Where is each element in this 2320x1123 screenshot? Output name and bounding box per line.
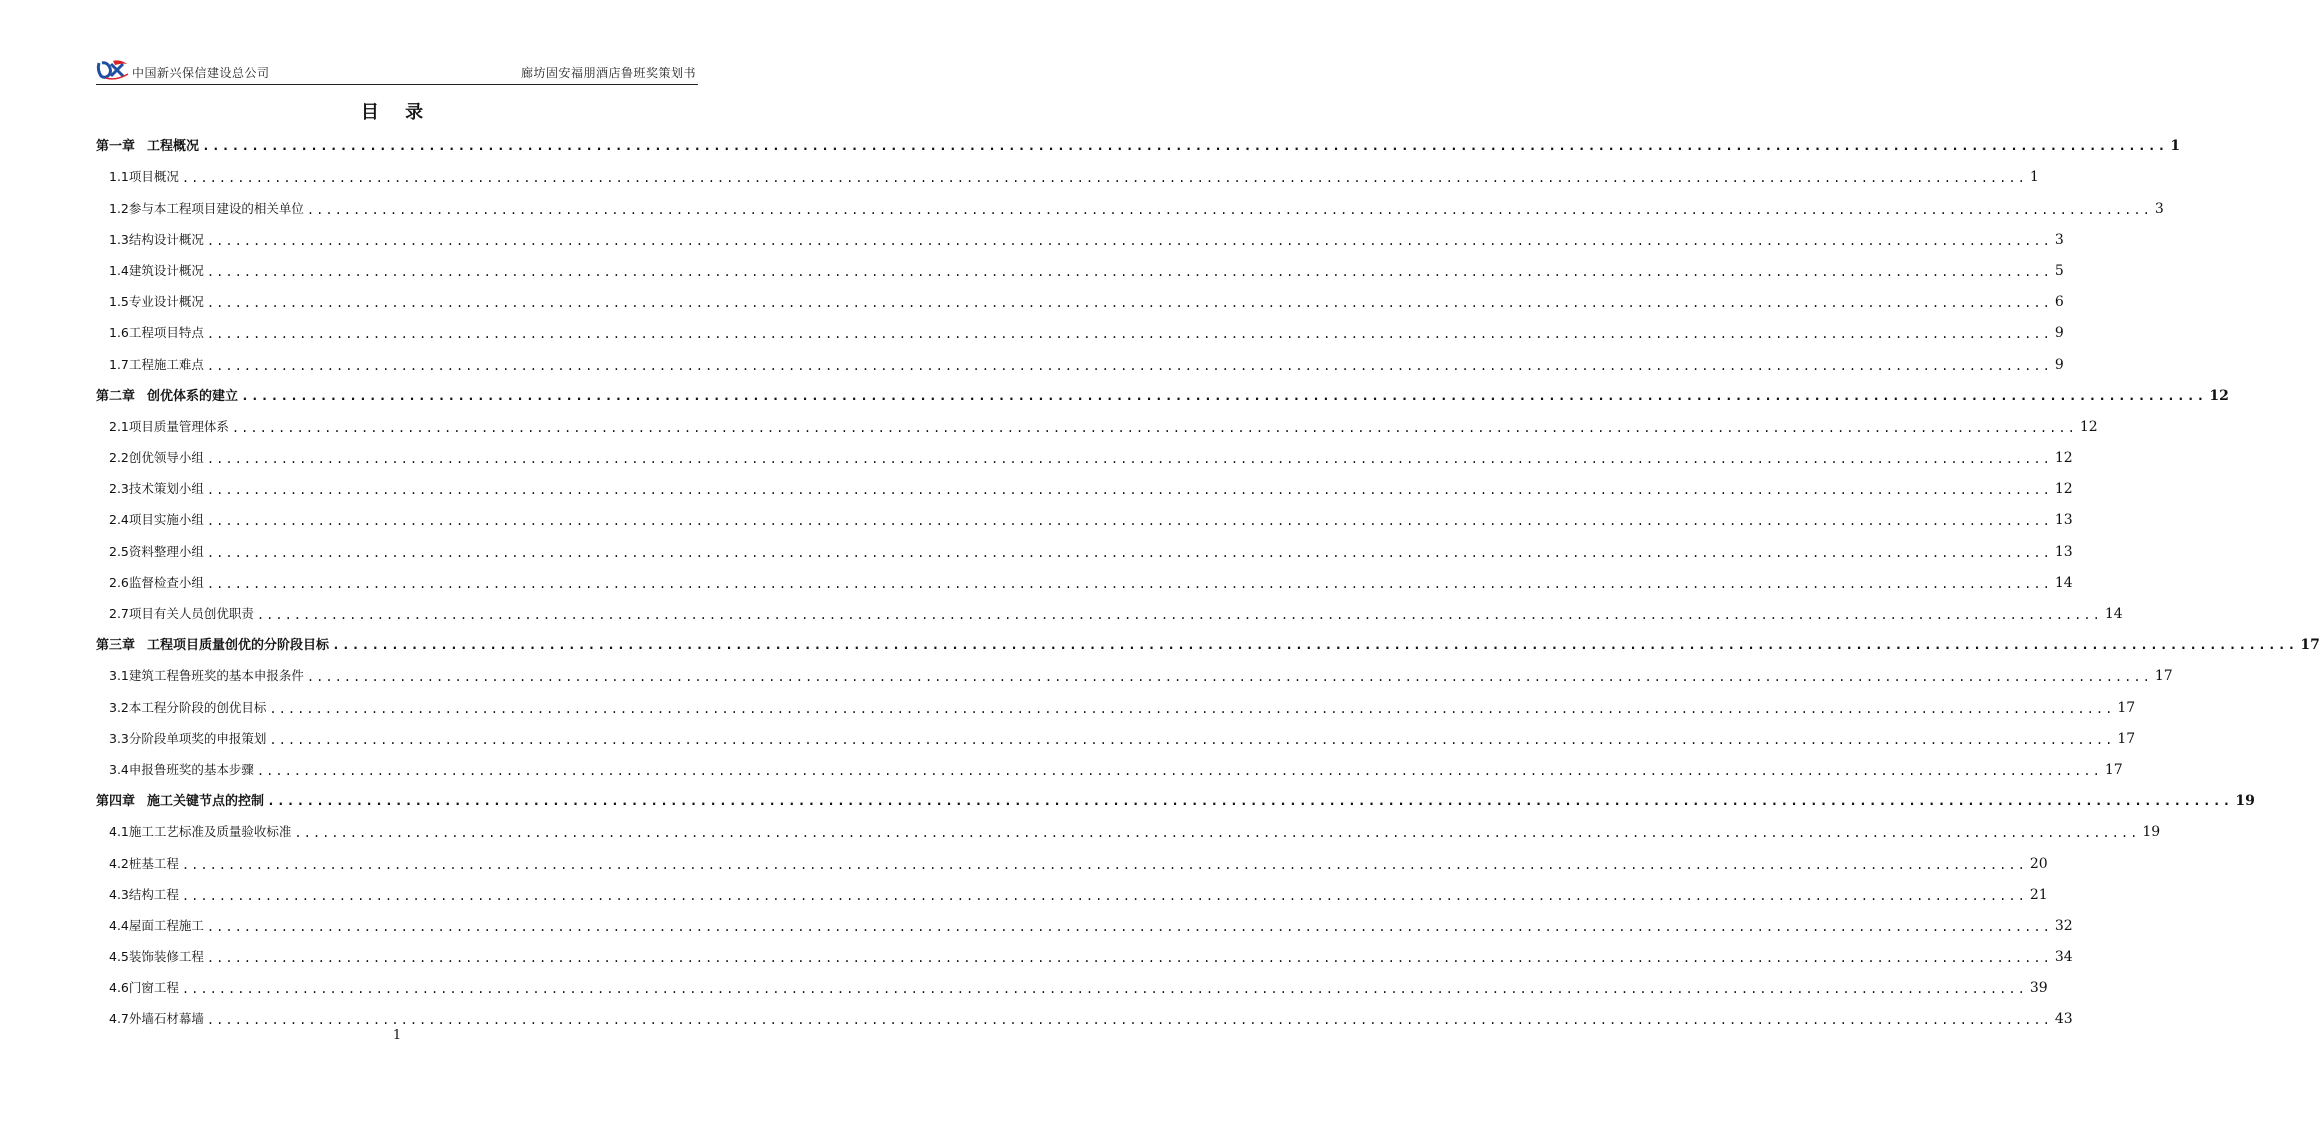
toc-leader-dots: ........................................................................................................................................................................................................ xyxy=(206,358,2052,373)
toc-leader-dots: ........................................................................................................................................................................................................ xyxy=(267,794,2233,810)
chapter-title: 创优体系的建立 xyxy=(147,388,239,404)
toc-entry-label: 1.4建筑设计概况 xyxy=(109,262,204,278)
toc-entry-label xyxy=(96,790,264,809)
toc-leader-dots: ........................................................................................................................................................................................................ xyxy=(206,919,2052,934)
toc-section-entry[interactable] xyxy=(96,971,2048,1002)
company-logo-icon xyxy=(96,60,130,80)
toc-page-number: 14 xyxy=(2054,574,2073,591)
toc-leader-dots: ........................................................................................................................................................................................................ xyxy=(294,826,2140,841)
toc-section-entry[interactable] xyxy=(96,659,2173,690)
toc-section-entry[interactable] xyxy=(96,254,2064,285)
toc-leader-dots: ........................................................................................................................................................................................................ xyxy=(181,982,2027,997)
toc-entry-label: 2.6监督检查小组 xyxy=(109,574,204,590)
footer-page-number: 1 xyxy=(392,1028,402,1043)
chapter-number: 第四章 xyxy=(96,794,136,810)
toc-entry-label: 4.5装饰装修工程 xyxy=(109,949,204,965)
toc-entry-label xyxy=(96,385,238,404)
toc-leader-dots: ........................................................................................................................................................................................................ xyxy=(206,545,2052,560)
toc-entry-label: 2.7项目有关人员创优职责 xyxy=(109,606,254,621)
toc-leader-dots: ........................................................................................................................................................................................................ xyxy=(206,452,2052,467)
toc-section-entry[interactable] xyxy=(96,597,2123,628)
toc-section-entry[interactable] xyxy=(96,316,2064,347)
toc-leader-dots: ........................................................................................................................................................................................................ xyxy=(206,1013,2052,1028)
toc-page-number: 5 xyxy=(2054,262,2064,279)
chapter-title: 工程概况 xyxy=(147,139,200,155)
toc-leader-dots: ........................................................................................................................................................................................................ xyxy=(206,483,2052,498)
toc-chapter-entry[interactable] xyxy=(96,379,2229,410)
toc-page-number: 14 xyxy=(2104,606,2123,622)
toc-leader-dots: ........................................................................................................................................................................................................ xyxy=(269,732,2115,747)
toc-entry-label: 1.7工程施工难点 xyxy=(109,356,204,372)
toc-leader-dots: ........................................................................................................................................................................................................ xyxy=(181,888,2027,903)
toc-page-number: 9 xyxy=(2054,325,2064,342)
toc-heading: 目 录 xyxy=(360,102,434,123)
toc-page-number: 6 xyxy=(2054,294,2064,311)
toc-page-number: 13 xyxy=(2054,543,2073,560)
toc-page-number: 12 xyxy=(2209,387,2229,404)
toc-entry-label: 2.4项目实施小组 xyxy=(109,512,204,528)
chapter-number: 第三章 xyxy=(96,638,136,654)
toc-chapter-entry[interactable] xyxy=(96,628,2320,659)
toc-entry-label: 1.3结构设计概况 xyxy=(109,231,204,247)
toc-leader-dots: ........................................................................................................................................................................................................ xyxy=(206,327,2052,342)
toc-section-entry[interactable] xyxy=(96,753,2123,784)
toc-leader-dots: ........................................................................................................................................................................................................ xyxy=(241,388,2207,404)
chapter-title: 工程项目质量创优的分阶段目标 xyxy=(147,638,330,654)
toc-page-number: 19 xyxy=(2235,793,2255,810)
toc-page-number: 3 xyxy=(2054,231,2064,248)
toc-entry-label: 2.5资料整理小组 xyxy=(109,543,204,559)
toc-entry-label: 1.2参与本工程项目建设的相关单位 xyxy=(109,200,304,216)
toc-leader-dots: ........................................................................................................................................................................................................ xyxy=(206,514,2052,529)
toc-page-number: 34 xyxy=(2054,949,2073,966)
toc-section-entry[interactable] xyxy=(96,566,2073,597)
toc-leader-dots: ........................................................................................................................................................................................................ xyxy=(202,139,2168,155)
page-header xyxy=(96,58,698,85)
toc-entry-label xyxy=(96,135,199,154)
toc-entry-label: 4.3结构工程 xyxy=(109,886,179,902)
toc-section-entry[interactable] xyxy=(96,722,2136,753)
toc-page-number: 21 xyxy=(2029,886,2048,903)
toc-section-entry[interactable] xyxy=(96,441,2073,472)
toc-leader-dots: ........................................................................................................................................................................................................ xyxy=(256,608,2102,622)
chapter-number: 第二章 xyxy=(96,388,136,404)
toc-entry-label: 4.6门窗工程 xyxy=(109,980,179,996)
toc-page-number: 3 xyxy=(2154,200,2164,217)
toc-entry-label: 4.4屋面工程施工 xyxy=(109,917,204,933)
toc-leader-dots: ........................................................................................................................................................................................................ xyxy=(306,202,2152,217)
toc-entry-label: 3.1建筑工程鲁班奖的基本申报条件 xyxy=(109,668,304,684)
toc-leader-dots: ........................................................................................................................................................................................................ xyxy=(206,576,2052,591)
toc-leader-dots: ........................................................................................................................................................................................................ xyxy=(332,638,2298,654)
toc-page-number: 1 xyxy=(2170,138,2181,155)
toc-page-number: 17 xyxy=(2300,637,2320,654)
toc-section-entry[interactable] xyxy=(96,878,2048,909)
toc-entry-label: 4.1施工工艺标准及质量验收标准 xyxy=(109,824,292,840)
toc-page-number: 13 xyxy=(2054,512,2073,529)
toc-section-entry[interactable] xyxy=(96,690,2136,721)
toc-section-entry[interactable] xyxy=(96,410,2098,441)
toc-page-number: 19 xyxy=(2142,824,2161,841)
toc-leader-dots: ........................................................................................................................................................................................................ xyxy=(306,670,2152,685)
toc-entry-label: 2.3技术策划小组 xyxy=(109,481,204,497)
toc-entry-label: 1.5专业设计概况 xyxy=(109,294,204,310)
toc-section-entry[interactable] xyxy=(96,846,2048,877)
toc-section-entry[interactable] xyxy=(96,940,2073,971)
document-title: 廊坊固安福朋酒店鲁班奖策划书 xyxy=(520,66,696,80)
toc-leader-dots: ........................................................................................................................................................................................................ xyxy=(206,296,2052,311)
toc-leader-dots: ........................................................................................................................................................................................................ xyxy=(206,233,2052,248)
toc-section-entry[interactable] xyxy=(96,347,2064,378)
toc-section-entry[interactable] xyxy=(96,503,2073,534)
toc-entry-label: 3.4申报鲁班奖的基本步骤 xyxy=(109,761,254,777)
toc-entry-label: 2.2创优领导小组 xyxy=(109,450,204,466)
toc-entry-label: 1.6工程项目特点 xyxy=(109,325,204,341)
toc-section-entry[interactable] xyxy=(96,909,2073,940)
table-of-contents xyxy=(96,129,2320,1033)
toc-page-number: 12 xyxy=(2079,418,2098,435)
toc-page-number: 32 xyxy=(2054,917,2073,934)
toc-leader-dots: ........................................................................................................................................................................................................ xyxy=(231,420,2077,435)
toc-page-number: 43 xyxy=(2054,1011,2073,1028)
toc-leader-dots: ........................................................................................................................................................................................................ xyxy=(256,763,2102,778)
toc-entry-label: 2.1项目质量管理体系 xyxy=(109,418,229,434)
toc-page-number: 17 xyxy=(2117,699,2136,716)
toc-page-number: 12 xyxy=(2054,481,2073,498)
company-name: 中国新兴保信建设总公司 xyxy=(132,66,270,80)
toc-section-entry[interactable] xyxy=(96,472,2073,503)
toc-leader-dots: ........................................................................................................................................................................................................ xyxy=(181,857,2027,872)
toc-entry-label: 3.2本工程分阶段的创优目标 xyxy=(109,699,267,715)
toc-chapter-entry[interactable] xyxy=(96,784,2255,815)
toc-leader-dots: ........................................................................................................................................................................................................ xyxy=(206,264,2052,279)
toc-entry-label: 3.3分阶段单项奖的申报策划 xyxy=(109,730,267,746)
toc-page-number: 9 xyxy=(2054,356,2064,373)
toc-page-number: 17 xyxy=(2104,761,2123,778)
toc-entry-label xyxy=(96,634,329,653)
toc-section-entry[interactable] xyxy=(96,534,2073,565)
toc-section-entry[interactable] xyxy=(96,815,2161,846)
toc-leader-dots: ........................................................................................................................................................................................................ xyxy=(269,701,2115,716)
toc-section-entry[interactable] xyxy=(96,223,2064,254)
toc-page-number: 12 xyxy=(2054,450,2073,467)
toc-page-number: 20 xyxy=(2029,855,2048,872)
toc-leader-dots: ........................................................................................................................................................................................................ xyxy=(206,951,2052,966)
toc-page-number: 17 xyxy=(2154,668,2173,685)
chapter-number: 第一章 xyxy=(96,139,136,155)
toc-page-number: 17 xyxy=(2117,730,2136,747)
toc-section-entry[interactable] xyxy=(96,191,2164,222)
chapter-title: 施工关键节点的控制 xyxy=(147,794,265,810)
toc-entry-label: 4.7外墙石材幕墙 xyxy=(109,1011,204,1027)
toc-page-number: 39 xyxy=(2029,980,2048,997)
toc-leader-dots: ........................................................................................................................................................................................................ xyxy=(181,171,2027,186)
toc-section-entry[interactable] xyxy=(96,160,2039,191)
toc-page-number: 1 xyxy=(2029,169,2039,186)
toc-entry-label: 1.1项目概况 xyxy=(109,169,179,185)
toc-entry-label: 4.2桩基工程 xyxy=(109,855,179,871)
toc-chapter-entry[interactable] xyxy=(96,129,2181,160)
toc-section-entry[interactable] xyxy=(96,285,2064,316)
